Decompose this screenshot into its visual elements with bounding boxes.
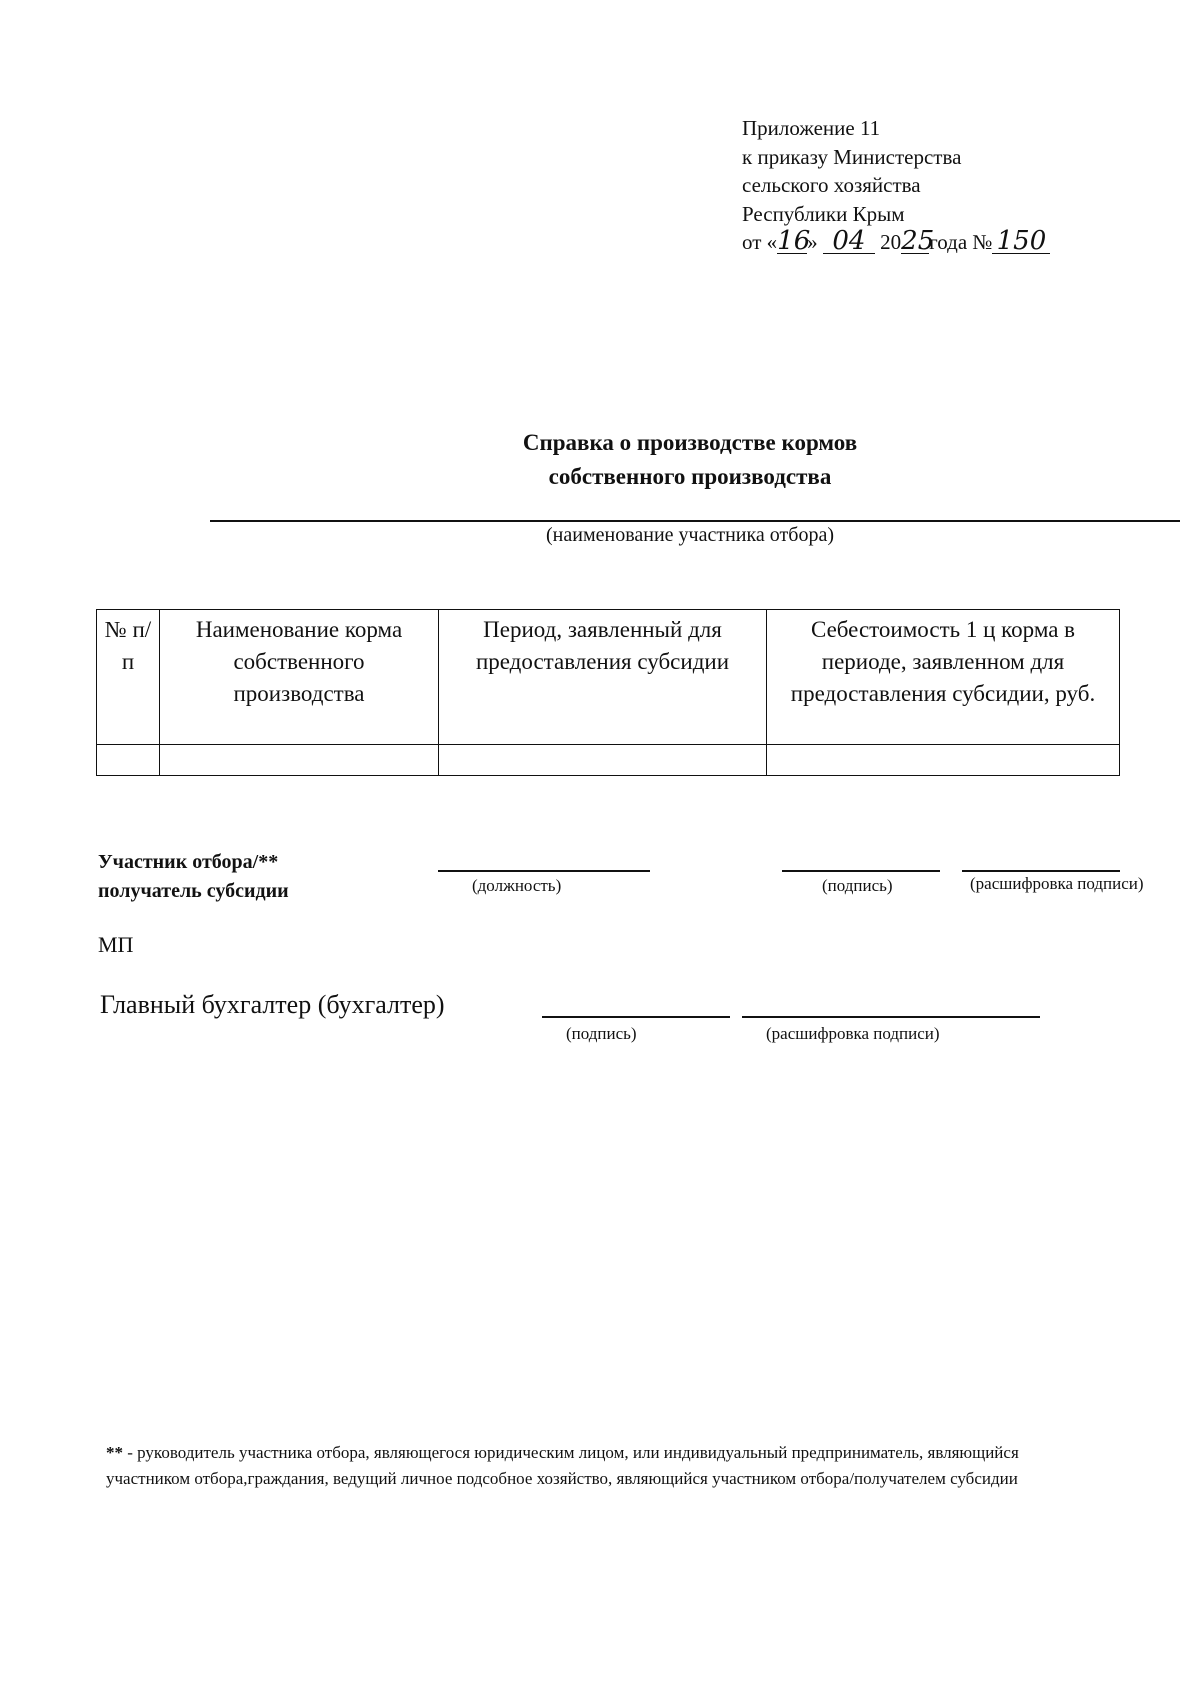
table-cell[interactable] xyxy=(767,745,1120,776)
table-header-row xyxy=(97,610,1120,745)
order-date-line xyxy=(742,228,1050,257)
table-cell[interactable] xyxy=(160,745,439,776)
chief-signature-caption: (подпись) xyxy=(566,1024,637,1043)
chief-signature-line[interactable] xyxy=(542,1016,730,1018)
participant-label-line-2: получатель субсидии xyxy=(98,880,289,902)
chief-accountant-label: Главный бухгалтер (бухгалтер) xyxy=(100,990,445,1019)
feed-table xyxy=(96,609,1120,776)
participant-name-line[interactable] xyxy=(210,520,1180,522)
table-cell[interactable] xyxy=(439,745,767,776)
title-line-2: собственного производства xyxy=(548,464,832,489)
appendix-line-1: Приложение 11 xyxy=(742,116,881,140)
chief-decoding-caption: (расшифровка подписи) xyxy=(766,1024,940,1043)
participant-caption: (наименование участника отбора) xyxy=(546,524,834,546)
date-close: » xyxy=(807,230,818,254)
title-line-1: Справка о производстве кормов xyxy=(522,430,858,455)
decoding-line[interactable] xyxy=(962,870,1120,872)
header-cost: Себестоимость 1 ц корма в периоде, заявленном для предоставления субсидии, руб. xyxy=(767,610,1120,745)
footnote-mark: ** xyxy=(106,1443,123,1462)
position-line[interactable] xyxy=(438,870,650,872)
appendix-line-4: Республики Крым xyxy=(742,201,905,226)
appendix-block xyxy=(742,114,1050,257)
date-year-word: года № xyxy=(929,230,993,254)
header-number: № п/п xyxy=(97,610,160,745)
appendix-line-2: к приказу Министерства xyxy=(742,144,962,169)
decoding-caption: (расшифровка подписи) xyxy=(970,874,1144,893)
date-prefix: от « xyxy=(742,230,778,254)
stamp-label: МП xyxy=(98,932,134,957)
position-caption: (должность) xyxy=(472,876,562,895)
footnote-text: - руководитель участника отбора, являющегося юридическим лицом, или индивидуальный предприниматель, являющийся участником отбора,граждания, ведущий личное подсобное хозяйство, являющийся участником отбора/получателем субсидии xyxy=(106,1443,1019,1488)
participant-label-line-1: Участник отбора/** xyxy=(98,851,279,873)
table-row xyxy=(97,745,1120,776)
participant-label xyxy=(98,848,289,906)
date-day: 16 xyxy=(777,226,811,256)
header-feed-name: Наименование корма собственного производства xyxy=(160,610,439,745)
signature-caption: (подпись) xyxy=(822,876,893,895)
header-period: Период, заявленный для предоставления субсидии xyxy=(439,610,767,745)
table-cell[interactable] xyxy=(97,745,160,776)
appendix-line-3: сельского хозяйства xyxy=(742,173,921,197)
document-title xyxy=(420,426,960,494)
footnote xyxy=(106,1440,1106,1492)
signature-line[interactable] xyxy=(782,870,940,872)
date-month: 04 xyxy=(823,229,875,254)
date-year-prefix: 20 xyxy=(880,230,902,254)
date-year-suffix: 25 xyxy=(901,226,935,256)
chief-decoding-line[interactable] xyxy=(742,1016,1040,1018)
order-number: 150 xyxy=(992,229,1050,254)
